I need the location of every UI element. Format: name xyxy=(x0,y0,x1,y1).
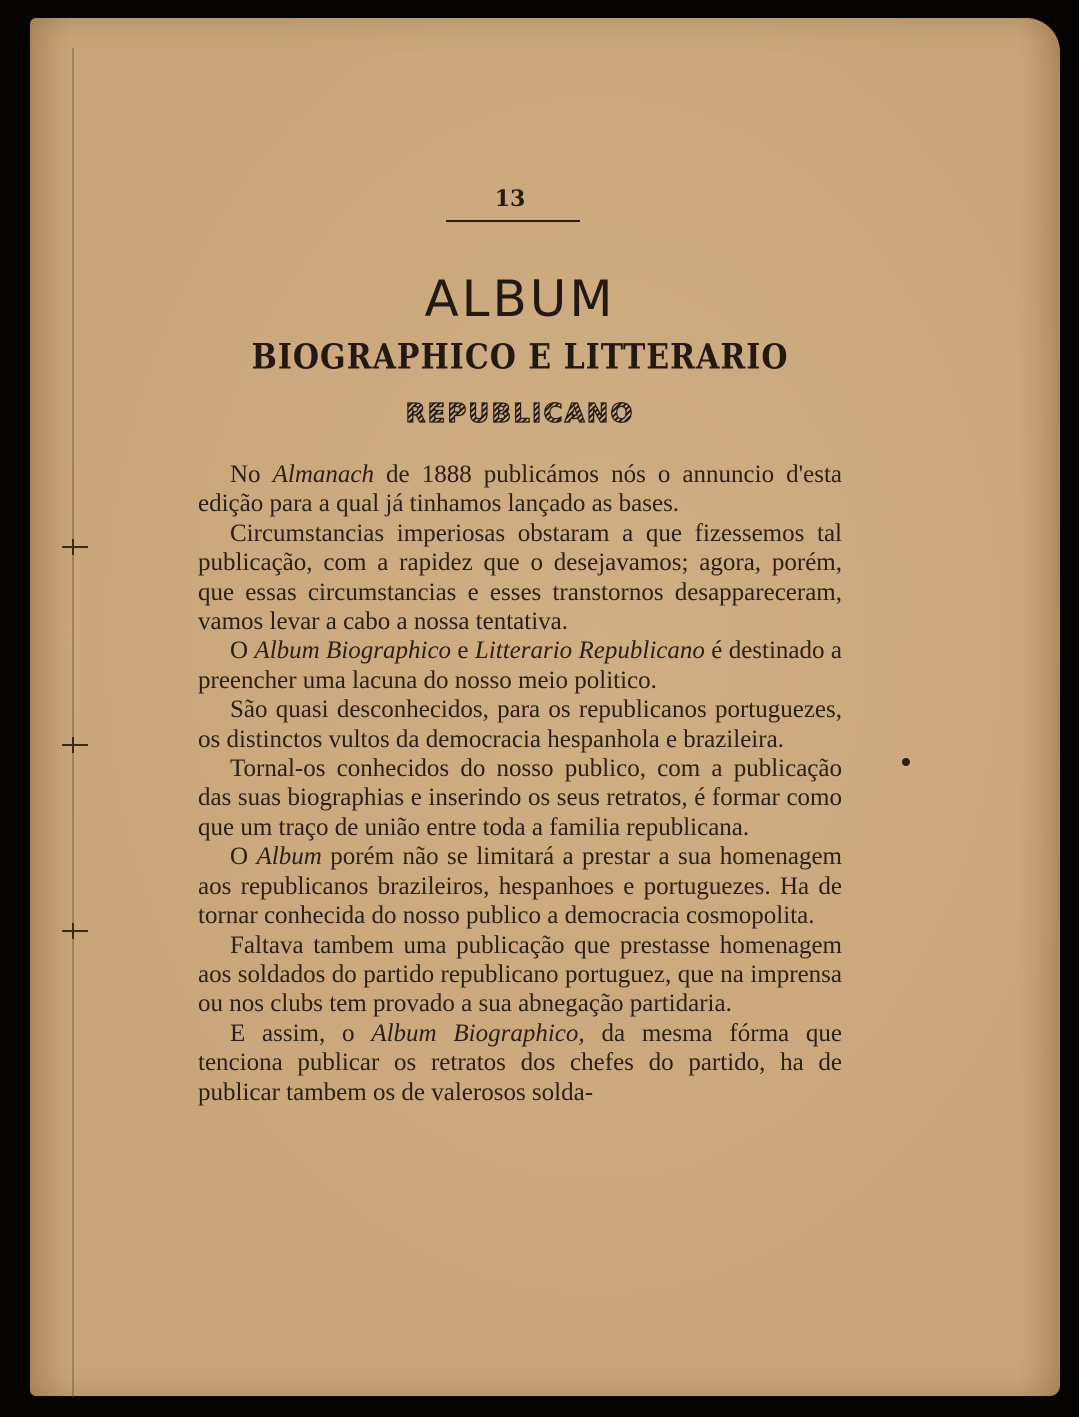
paragraph-2: Circumstancias imperiosas obstaram a que fizessemos tal publicação, com a rapidez que o desejavamos; agora, porém, que essas circumstancias e esses transtornos desappareceram, vamos levar a cabo a nossa tentativa. xyxy=(198,519,842,636)
paragraph-4: São quasi desconhecidos, para os republicanos portuguezes, os distinctos vultos da democracia hespanhola e brazileira. xyxy=(198,696,842,753)
page-number-rule xyxy=(446,220,580,222)
paragraph-3: O Album Biographico e Litterario Republicano é destinado a preencher uma lacuna do nosso meio politico. xyxy=(198,637,842,694)
paragraph-8: E assim, o Album Biographico, da mesma fórma que tenciona publicar os retratos dos chefes do partido, ha de publicar tambem os de valerosos solda- xyxy=(198,1019,843,1106)
paragraph-7: Faltava tambem uma publicação que prestasse homenagem aos soldados do partido republicano portuguez, que na imprensa ou nos clubs tem provado a sua abnegação partidaria. xyxy=(198,931,842,1018)
ink-spot xyxy=(902,758,910,766)
paragraph-5: Tornal-os conhecidos do nosso publico, com a publicação das suas biographias e inserindo os seus retratos, é formar como que um traço de união entre toda a familia republicana. xyxy=(198,755,842,841)
binding-stitch xyxy=(62,744,88,746)
ornament-lettering: REPUBLICANO xyxy=(405,399,635,428)
binding-gutter xyxy=(72,48,74,1398)
page-subtitle: BIOGRAPHICO E LITTERARIO xyxy=(251,337,789,378)
binding-stitch xyxy=(62,546,88,548)
page-title: ALBUM xyxy=(424,270,616,328)
paragraph-6: O Album porém não se limitará a prestar a sua homenagem aos republicanos brazileiros, hespanhoes e portuguezes. Ha de tornar conhecida do nosso publico a democracia cosmopolita. xyxy=(198,843,842,930)
page-number: 13 xyxy=(494,186,526,212)
article-body xyxy=(198,460,842,1107)
binding-stitch xyxy=(62,930,88,932)
ornamental-word-republicano xyxy=(370,398,670,428)
paragraph-1: No Almanach de 1888 publicámos nós o annuncio d'esta edição para a qual já tinhamos lançado as bases. xyxy=(198,461,843,518)
